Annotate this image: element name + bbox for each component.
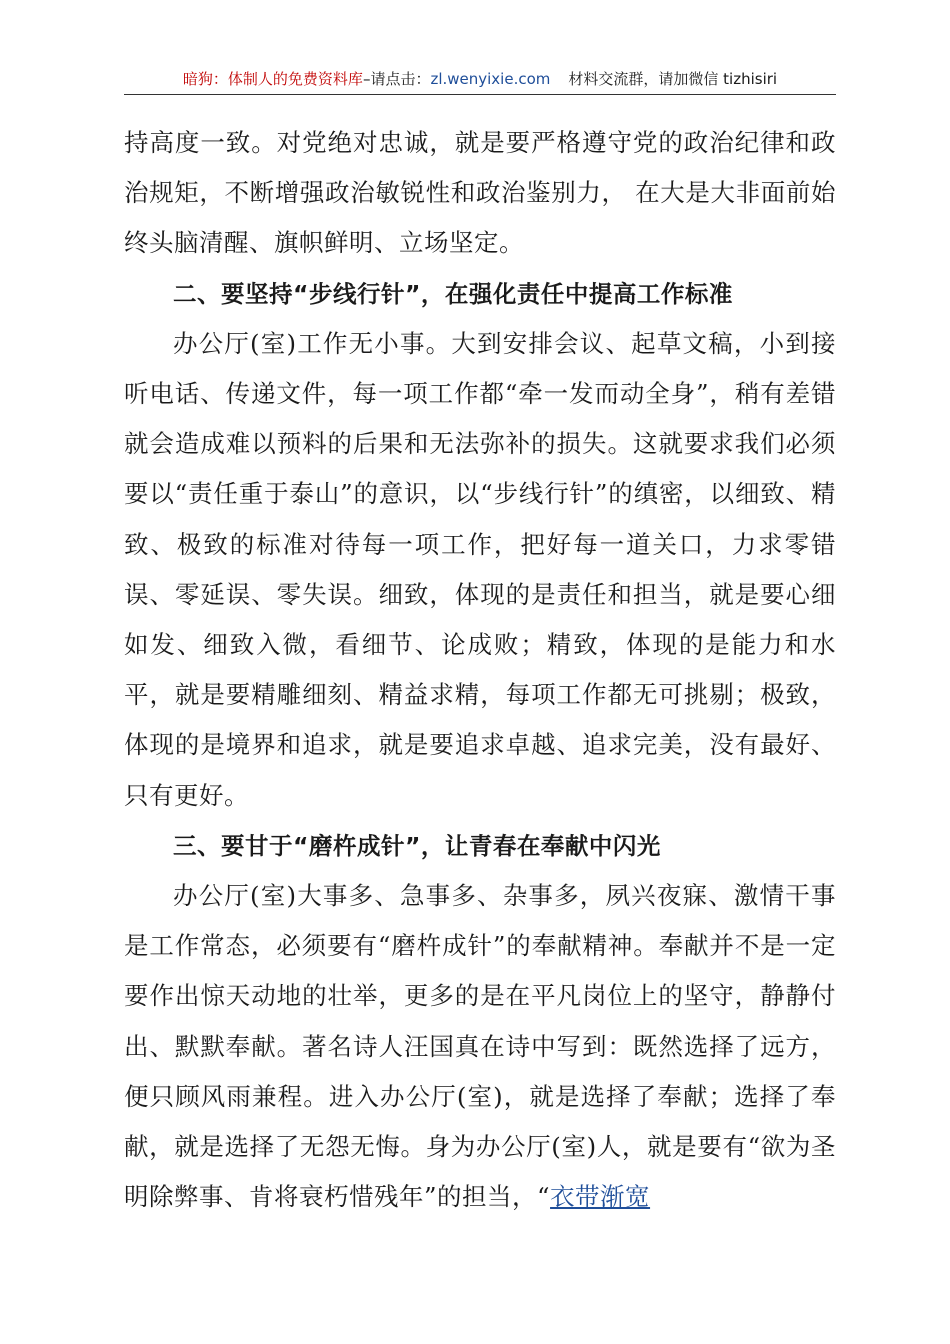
header-click-prompt: –请点击： xyxy=(362,70,431,88)
hyperlink-text[interactable]: 衣带渐宽 xyxy=(550,1182,651,1212)
paragraph-section-3-text: 办公厅(室)大事多、急事多、杂事多，夙兴夜寐、激情干事是工作常态，必须要有“磨杵成针”的奉献精神。奉献并不是一定要作出惊天动地的壮举，更多的是在平凡岗位上的坚守，静静付出、默默奉献。著名诗人汪国真在诗中写到：既然选择了远方，便只顾风雨兼程。进入办公厅(室)，就是选择了奉献；选择了奉献，就是选择了无怨无悔。身为办公厅(室)人，就是要有“欲为圣明除弊事、肯将衰朽惜残年”的担当，“ xyxy=(124,881,836,1212)
paragraph-continuation: 持高度一致。对党绝对忠诚，就是要严格遵守党的政治纪律和政治规矩，不断增强政治敏锐性和政治鉴别力， 在大是大非面前始终头脑清醒、旗帜鲜明、立场坚定。 xyxy=(124,128,836,258)
section-heading-3: 三、要甘于“磨杵成针”，让青春在奉献中闪光 xyxy=(173,831,661,860)
header-url-link[interactable]: zl.wenyixie.com xyxy=(430,70,551,88)
paragraph-section-3 xyxy=(124,871,836,1222)
header-brand: 暗狗：体制人的免费资料库 xyxy=(182,70,363,88)
page-header xyxy=(124,66,836,95)
document-body xyxy=(124,118,836,1222)
paragraph-section-2: 办公厅(室)工作无小事。大到安排会议、起草文稿，小到接听电话、传递文件，每一项工作都“牵一发而动全身”，稍有差错就会造成难以预料的后果和无法弥补的损失。这就要求我们必须要以“责任重于泰山”的意识，以“步线行针”的缜密，以细致、精致、极致的标准对待每一项工作，把好每一道关口，力求零错误、零延误、零失误。细致，体现的是责任和担当，就是要心细如发、细致入微，看细节、论成败；精致，体现的是能力和水平，就是要精雕细刻、精益求精，每项工作都无可挑剔；极致，体现的是境界和追求，就是要追求卓越、追求完美，没有最好、只有更好。 xyxy=(124,328,836,810)
section-heading-2: 二、要坚持“步线行针”，在强化责任中提高工作标准 xyxy=(173,279,733,308)
header-group-text: 材料交流群，请加微信 tizhisiri xyxy=(568,70,778,88)
